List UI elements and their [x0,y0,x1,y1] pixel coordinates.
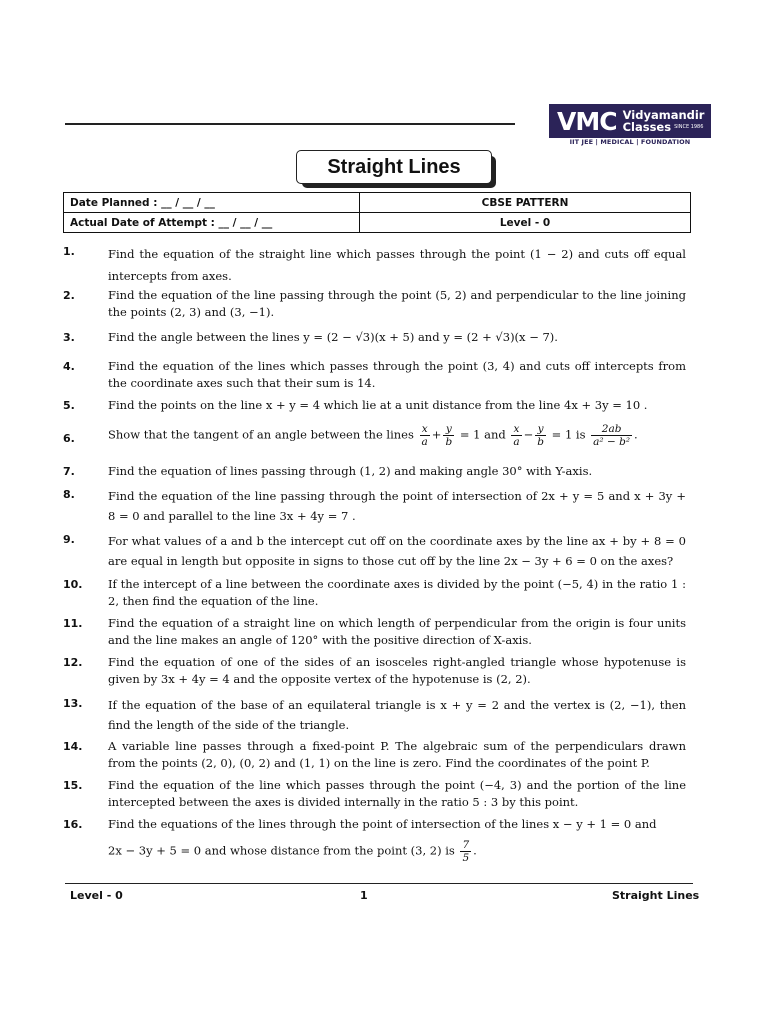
logo-brand-name: Vidyamandir [622,107,705,122]
actual-date: Actual Date of Attempt : __ / __ / __ [64,213,360,233]
level-label: Level - 0 [360,213,691,233]
vmc-logo [549,104,711,138]
logo-brand-classes: Classes [622,119,672,134]
logo-since: SINCE 1986 [674,124,704,131]
fraction: $\frac{x}{a}$ [421,423,428,448]
fraction: $\frac{7}{5}$ [462,839,470,864]
logo-mark: VMC [557,106,617,136]
page-title: Straight Lines [296,150,492,184]
fraction: $\frac{2ab}{\text{a² − b²}}$ [593,423,631,448]
page-number: 1 [360,889,368,902]
footer-rule [65,883,693,884]
header-rule [65,123,515,125]
date-planned: Date Planned : __ / __ / __ [64,193,360,213]
footer-level: Level - 0 [70,889,123,902]
pattern-label: CBSE PATTERN [360,193,691,213]
fraction: $\frac{x}{a}$ [513,423,520,448]
footer-chapter: Straight Lines [612,889,700,902]
info-table [63,192,691,233]
fraction: $\frac{y}{b}$ [445,423,453,448]
logo-tagline: IIT JEE | MEDICAL | FOUNDATION [569,138,691,146]
fraction: $\frac{y}{b}$ [537,423,545,448]
